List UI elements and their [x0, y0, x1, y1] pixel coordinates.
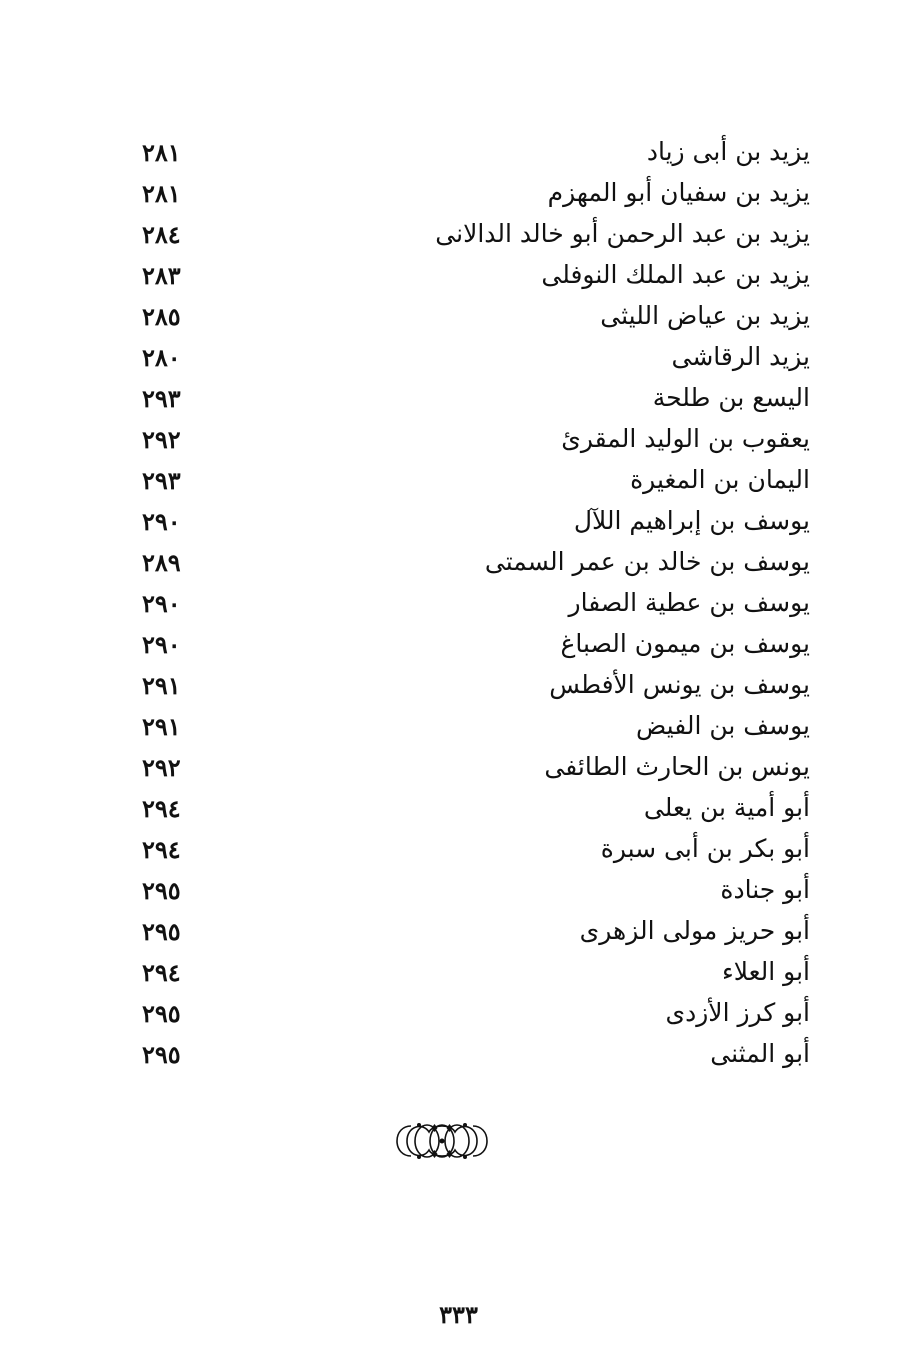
index-entry	[130, 419, 810, 460]
index-entry	[130, 993, 810, 1034]
entry-page-number: ٢٨١	[142, 179, 181, 208]
entry-name: يوسف بن الفيض	[636, 711, 810, 740]
entry-page-number: ٢٨٤	[142, 220, 181, 249]
index-entry	[130, 255, 810, 296]
index-entry	[130, 747, 810, 788]
entry-page-number: ٢٩٥	[142, 876, 181, 905]
entry-name: أبو بكر بن أبى سبرة	[600, 834, 810, 863]
index-entry	[130, 870, 810, 911]
entry-name: اليسع بن طلحة	[652, 383, 810, 412]
index-entry	[130, 706, 810, 747]
entry-page-number: ٢٨١	[142, 138, 181, 167]
entry-name: يزيد بن عياض الليثى	[600, 301, 810, 330]
entry-name: أبو جنادة	[720, 875, 810, 904]
entry-page-number: ٢٩٢	[142, 753, 181, 782]
page-number: ٣٣٣	[439, 1300, 478, 1329]
entry-name: أبو المثنى	[710, 1039, 810, 1068]
index-entry	[130, 296, 810, 337]
entry-name: أبو العلاء	[721, 957, 810, 986]
index-entry	[130, 665, 810, 706]
entry-page-number: ٢٩٠	[142, 507, 181, 536]
entry-page-number: ٢٩٥	[142, 1040, 181, 1069]
entry-name: يزيد بن عبد الملك النوفلى	[541, 260, 810, 289]
entry-page-number: ٢٩٣	[142, 466, 181, 495]
entry-page-number: ٢٩٠	[142, 589, 181, 618]
entry-page-number: ٢٨٥	[142, 302, 181, 331]
entry-page-number: ٢٩٤	[142, 835, 181, 864]
entry-page-number: ٢٩٤	[142, 958, 181, 987]
entry-name: يزيد بن سفيان أبو المهزم	[547, 178, 810, 207]
entry-name: أبو أمية بن يعلى	[643, 793, 810, 822]
index-entry	[130, 132, 810, 173]
entry-name: يوسف بن إبراهيم اللآل	[573, 506, 810, 535]
entry-name: يوسف بن عطية الصفار	[568, 588, 810, 617]
entry-name: اليمان بن المغيرة	[630, 465, 810, 494]
index-entry	[130, 378, 810, 419]
index-entry	[130, 952, 810, 993]
entry-name: يزيد بن عبد الرحمن أبو خالد الدالانى	[435, 219, 810, 248]
entry-page-number: ٢٩٥	[142, 917, 181, 946]
index-entry	[130, 911, 810, 952]
entry-page-number: ٢٨٣	[142, 261, 181, 290]
entry-page-number: ٢٩٥	[142, 999, 181, 1028]
index-entry	[130, 829, 810, 870]
entry-name: يوسف بن خالد بن عمر السمتى	[484, 547, 810, 576]
entry-page-number: ٢٩٤	[142, 794, 181, 823]
entry-page-number: ٢٩٣	[142, 384, 181, 413]
entry-name: يونس بن الحارث الطائفى	[544, 752, 810, 781]
entry-page-number: ٢٩١	[142, 671, 181, 700]
index-entry	[130, 501, 810, 542]
index-entry	[130, 1034, 810, 1075]
entry-name: يزيد الرقاشى	[671, 342, 810, 371]
name-index-list	[130, 132, 810, 1075]
entry-name: يوسف بن ميمون الصباغ	[560, 629, 810, 658]
entry-name: أبو حريز مولى الزهرى	[579, 916, 810, 945]
index-entry	[130, 624, 810, 665]
index-entry	[130, 460, 810, 501]
index-entry	[130, 337, 810, 378]
entry-name: يوسف بن يونس الأفطس	[549, 670, 810, 699]
entry-page-number: ٢٩١	[142, 712, 181, 741]
entry-page-number: ٢٨٠	[142, 343, 181, 372]
entry-page-number: ٢٩٢	[142, 425, 181, 454]
ornamental-divider-icon	[393, 1112, 491, 1170]
entry-name: يزيد بن أبى زياد	[646, 137, 810, 166]
index-entry	[130, 173, 810, 214]
index-entry	[130, 542, 810, 583]
index-entry	[130, 583, 810, 624]
entry-page-number: ٢٨٩	[142, 548, 181, 577]
index-entry	[130, 788, 810, 829]
entry-name: أبو كرز الأزدى	[665, 998, 810, 1027]
entry-name: يعقوب بن الوليد المقرئ	[561, 424, 810, 453]
index-entry	[130, 214, 810, 255]
entry-page-number: ٢٩٠	[142, 630, 181, 659]
